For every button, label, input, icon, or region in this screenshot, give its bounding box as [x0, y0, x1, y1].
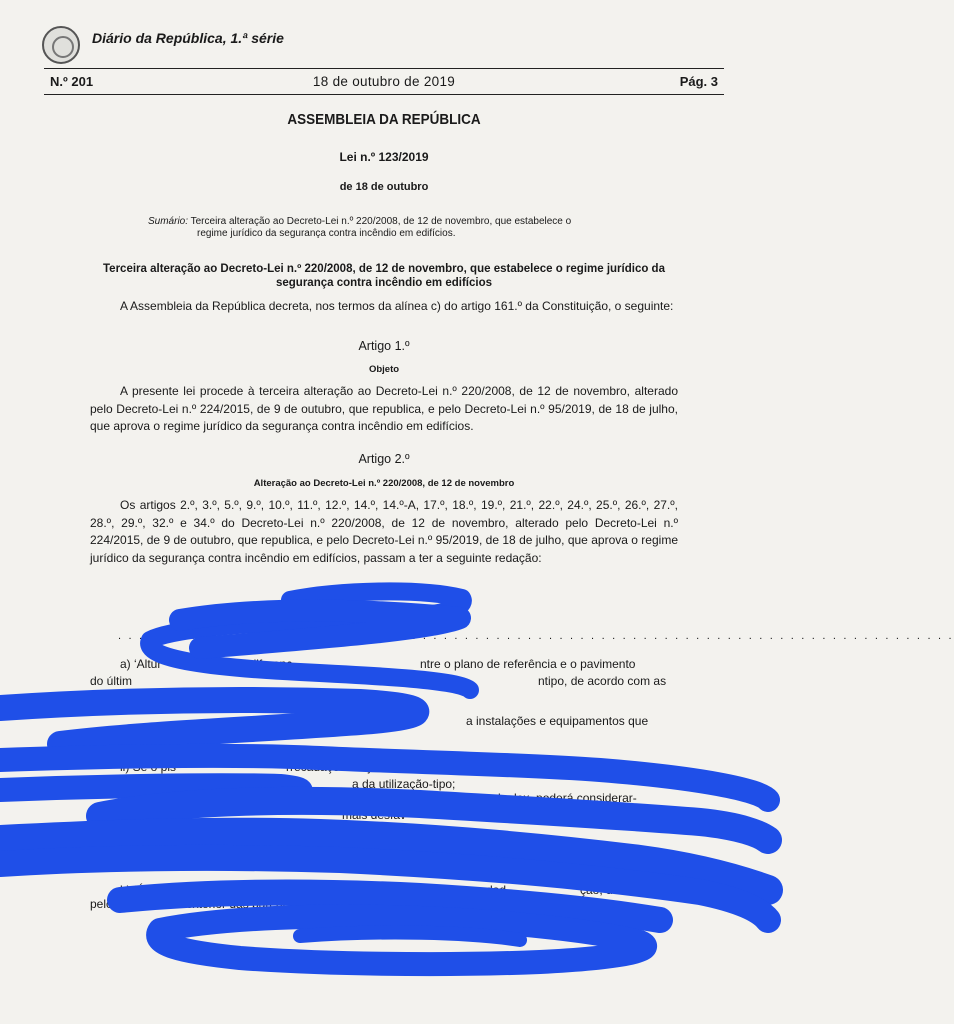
summary: [148, 216, 618, 240]
text-fragment: a instalações e equipamentos que: [466, 714, 649, 728]
text-fragment: ntes ao corpo de maior altura;: [344, 839, 504, 853]
text-fragment: em duplex, poderá considerar-: [474, 791, 637, 805]
article-1-heading: Objeto: [368, 364, 400, 375]
text-fragment: no c: [90, 748, 113, 762]
text-fragment: e impliquem a: [130, 731, 205, 745]
text-fragment: pelo perím: [90, 897, 147, 911]
summary-label: Sumário:: [148, 216, 189, 227]
coat-of-arms-icon: [42, 26, 80, 64]
law-date: de 18 de outubro: [339, 181, 429, 193]
text-fragment: exterior das paredes exteriores e eixos das paredes interiores sep: [186, 897, 538, 911]
text-fragment: seguint: [90, 691, 129, 705]
article-1-text: A presente lei procede à terceira alteração ao Decreto-Lei n.º 220/2008, de 12 de novembro, alterado pelo Decreto-Lei n.º 224/2015, de 9 de outubro, que republica, e pelo Decreto-Lei n.º 95/2019, de 18 de julho, que aprova o regime jurídico da segurança contra incêndio em edifícios.: [90, 384, 678, 433]
page-number: Pág. 3: [679, 74, 718, 89]
issue-number: N.º 201: [50, 74, 94, 89]
text-fragment: tipo, num mesmo ed: [258, 822, 367, 836]
law-number: Lei n.º 123/2019: [339, 150, 429, 164]
text-fragment: ntes às restantes;: [222, 914, 317, 928]
publication-title: Diário da República, 1.ª série: [92, 30, 284, 46]
issue-date: 18 de outubro de 2019: [312, 74, 456, 89]
text-fragment: mais desfav: [342, 808, 407, 822]
ellipsis-line: . . . . . . . . . . . . . . . . . . . . . . . . . . . . . . . . . . . . . . . . . . . . . . . . . . . . . . . . . . . . . . . . . . . . . . . . . . . . . . . .: [118, 630, 954, 642]
text-fragment: iv) À mesma: [120, 822, 187, 836]
text-fragment: rrecadações cuja utilização impl: [286, 760, 457, 774]
header-rule-top: [44, 68, 724, 69]
text-fragment: do últim: [90, 674, 133, 688]
text-fragment: ltura da utilização-tipo;: [164, 748, 285, 762]
header-rule-bottom: [44, 94, 724, 95]
text-fragment: ão tipo’ a diferenç: [198, 657, 293, 671]
institution-heading: ASSEMBLEIA DA REPÚBLICA: [287, 111, 481, 128]
article-2-text: Os artigos 2.º, 3.º, 5.º, 9.º, 10.º, 11.º, 12.º, 14.º, 14.º-A, 17.º, 18.º, 19.º, 21.º, 22.º, 24.º, 25.º, 26.º, 27.º, 28.º, 29.º, 32.º e 34.º do Decreto-Lei n.º 220/2008, de 12 de novembro, alterado pelo Decreto-Lei n.º 224/2015, de 9 de outubro, que republica, e pelo Decreto-Lei n.º 95/2019, de 18 de julho, que aprova o regime jurídico da segurança contra incêndio em edifícios, passam a ter a seguinte redação:: [90, 498, 678, 565]
summary-line-1: Terceira alteração ao Decreto-Lei n.º 220/2008, de 12 de novembro, que estabelece o: [190, 216, 572, 227]
summary-line-2: regime jurídico da segurança contra incêndio em edifícios.: [197, 228, 456, 239]
text-fragment: -se a: [90, 808, 117, 822]
law-title: Terceira alteração ao Decreto-Lei n.º 220/2008, de 12 de novembro, que estabelece o regime jurídico da segurança contra incêndio em edifícios: [103, 263, 665, 289]
text-fragment: ntre o plano de referência e o pavimento: [420, 657, 636, 671]
article-1-number: Artigo 1.º: [358, 339, 410, 353]
text-fragment: b) ‘Área br: [120, 883, 177, 897]
article-2-number: Artigo 2.º: [358, 452, 410, 466]
article-2-heading: Alteração ao Decreto-Lei n.º 220/2008, de 12 de novembro: [253, 478, 515, 489]
text-fragment: a) ‘Altur: [120, 657, 162, 671]
text-fragment: ii) Se o pis: [120, 760, 177, 774]
text-fragment: ção, delimitada: [580, 883, 661, 897]
intro-paragraph: A Assembleia da República decreta, nos termos da alínea c) do artigo 161.º da Constituição, o seguinte:: [120, 299, 674, 313]
text-fragment: licáveis as disposições c: [112, 839, 243, 853]
text-fragment: a da utilização-tipo;: [352, 777, 456, 791]
text-fragment: e um dad: [456, 883, 507, 897]
text-fragment: ntipo, de acordo com as: [538, 674, 667, 688]
